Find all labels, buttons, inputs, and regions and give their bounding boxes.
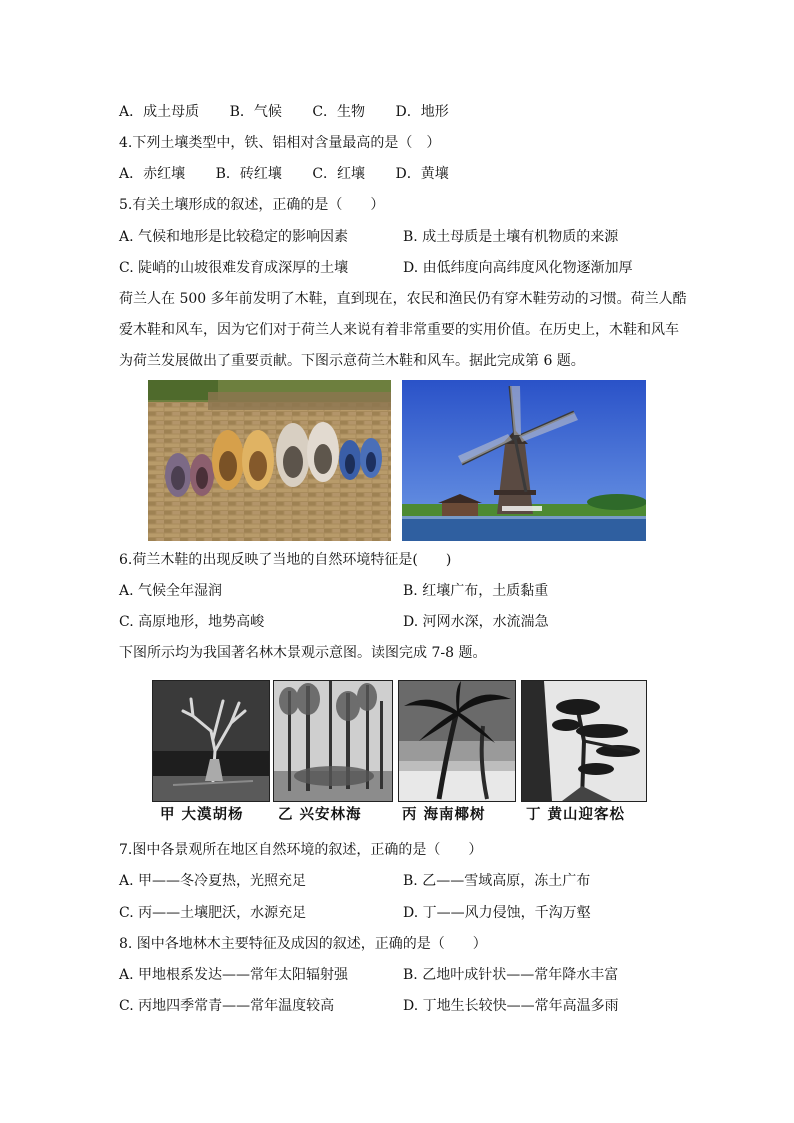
q7-stem: 7.图中各景观所在地区自然环境的叙述，正确的是（ ） [119,842,483,858]
q4-option-d: D．黄壤 [395,166,449,182]
passage-7-8: 下图所示均为我国著名林木景观示意图。读图完成 7-8 题。 [119,645,487,661]
q4-stem: 4.下列土壤类型中，铁、铝相对含量最高的是（ ） [119,135,441,151]
q6-option-a: A. 气候全年湿润 [119,583,223,599]
q8-option-b: B. 乙地叶成针状——常年降水丰富 [403,967,619,983]
passage-6-line-3: 为荷兰发展做出了重要贡献。下图示意荷兰木鞋和风车。据此完成第 6 题。 [119,353,585,369]
passage-6-line-2: 爱木鞋和风车，因为它们对于荷兰人来说有着非常重要的实用价值。在历史上，木鞋和风车 [119,322,679,338]
q3-options [119,102,475,122]
photo-bing-coconut-palms [398,680,516,802]
q5-option-b: B. 成土母质是土壤有机物质的来源 [403,229,619,245]
q4-options [119,164,475,184]
q3-option-a: A．成土母质 [119,104,200,120]
q4-option-a: A．赤红壤 [119,166,186,182]
q5-stem: 5.有关土壤形成的叙述，正确的是（ ） [119,197,385,213]
q3-option-c: C．生物 [312,104,366,120]
windmill-photo [402,380,646,541]
photo-yi-xinganling-forest [273,680,393,802]
passage-6-line-1: 荷兰人在 500 多年前发明了木鞋，直到现在，农民和渔民仍有穿木鞋劳动的习惯。荷兰人酷 [119,291,687,307]
q7-option-d: D. 丁——风力侵蚀，千沟万壑 [403,905,591,921]
q4-option-c: C．红壤 [312,166,366,182]
q4-option-b: B．砖红壤 [215,166,282,182]
q3-option-b: B．气候 [229,104,282,120]
caption-bing: 丙 海南椰树 [402,807,486,823]
photo-jia-populus [152,680,270,802]
caption-yi: 乙 兴安林海 [278,807,362,823]
q6-stem: 6.荷兰木鞋的出现反映了当地的自然环境特征是( ) [119,552,452,568]
q6-option-d: D. 河网水深，水流湍急 [403,614,549,630]
q6-option-c: C. 高原地形，地势高峻 [119,614,265,630]
q6-option-b: B. 红壤广布，土质黏重 [403,583,549,599]
q8-option-d: D. 丁地生长较快——常年高温多雨 [403,998,619,1014]
photo-ding-welcoming-pine [521,680,647,802]
q8-stem: 8. 图中各地林木主要特征及成因的叙述，正确的是（ ） [119,936,487,952]
q8-option-c: C. 丙地四季常青——常年温度较高 [119,998,335,1014]
q7-option-b: B. 乙——雪域高原，冻土广布 [403,873,591,889]
q8-option-a: A. 甲地根系发达——常年太阳辐射强 [119,967,349,983]
clogs-photo [148,380,391,541]
caption-ding: 丁 黄山迎客松 [526,807,626,823]
caption-jia: 甲 大漠胡杨 [160,807,244,823]
q5-option-a: A. 气候和地形是比较稳定的影响因素 [119,229,349,245]
q3-option-d: D．地形 [395,104,449,120]
q7-option-c: C. 丙——土壤肥沃，水源充足 [119,905,307,921]
q7-option-a: A. 甲——冬冷夏热，光照充足 [119,873,307,889]
q5-option-d: D. 由低纬度向高纬度风化物逐渐加厚 [403,260,633,276]
q5-option-c: C. 陡峭的山坡很难发育成深厚的土壤 [119,260,349,276]
